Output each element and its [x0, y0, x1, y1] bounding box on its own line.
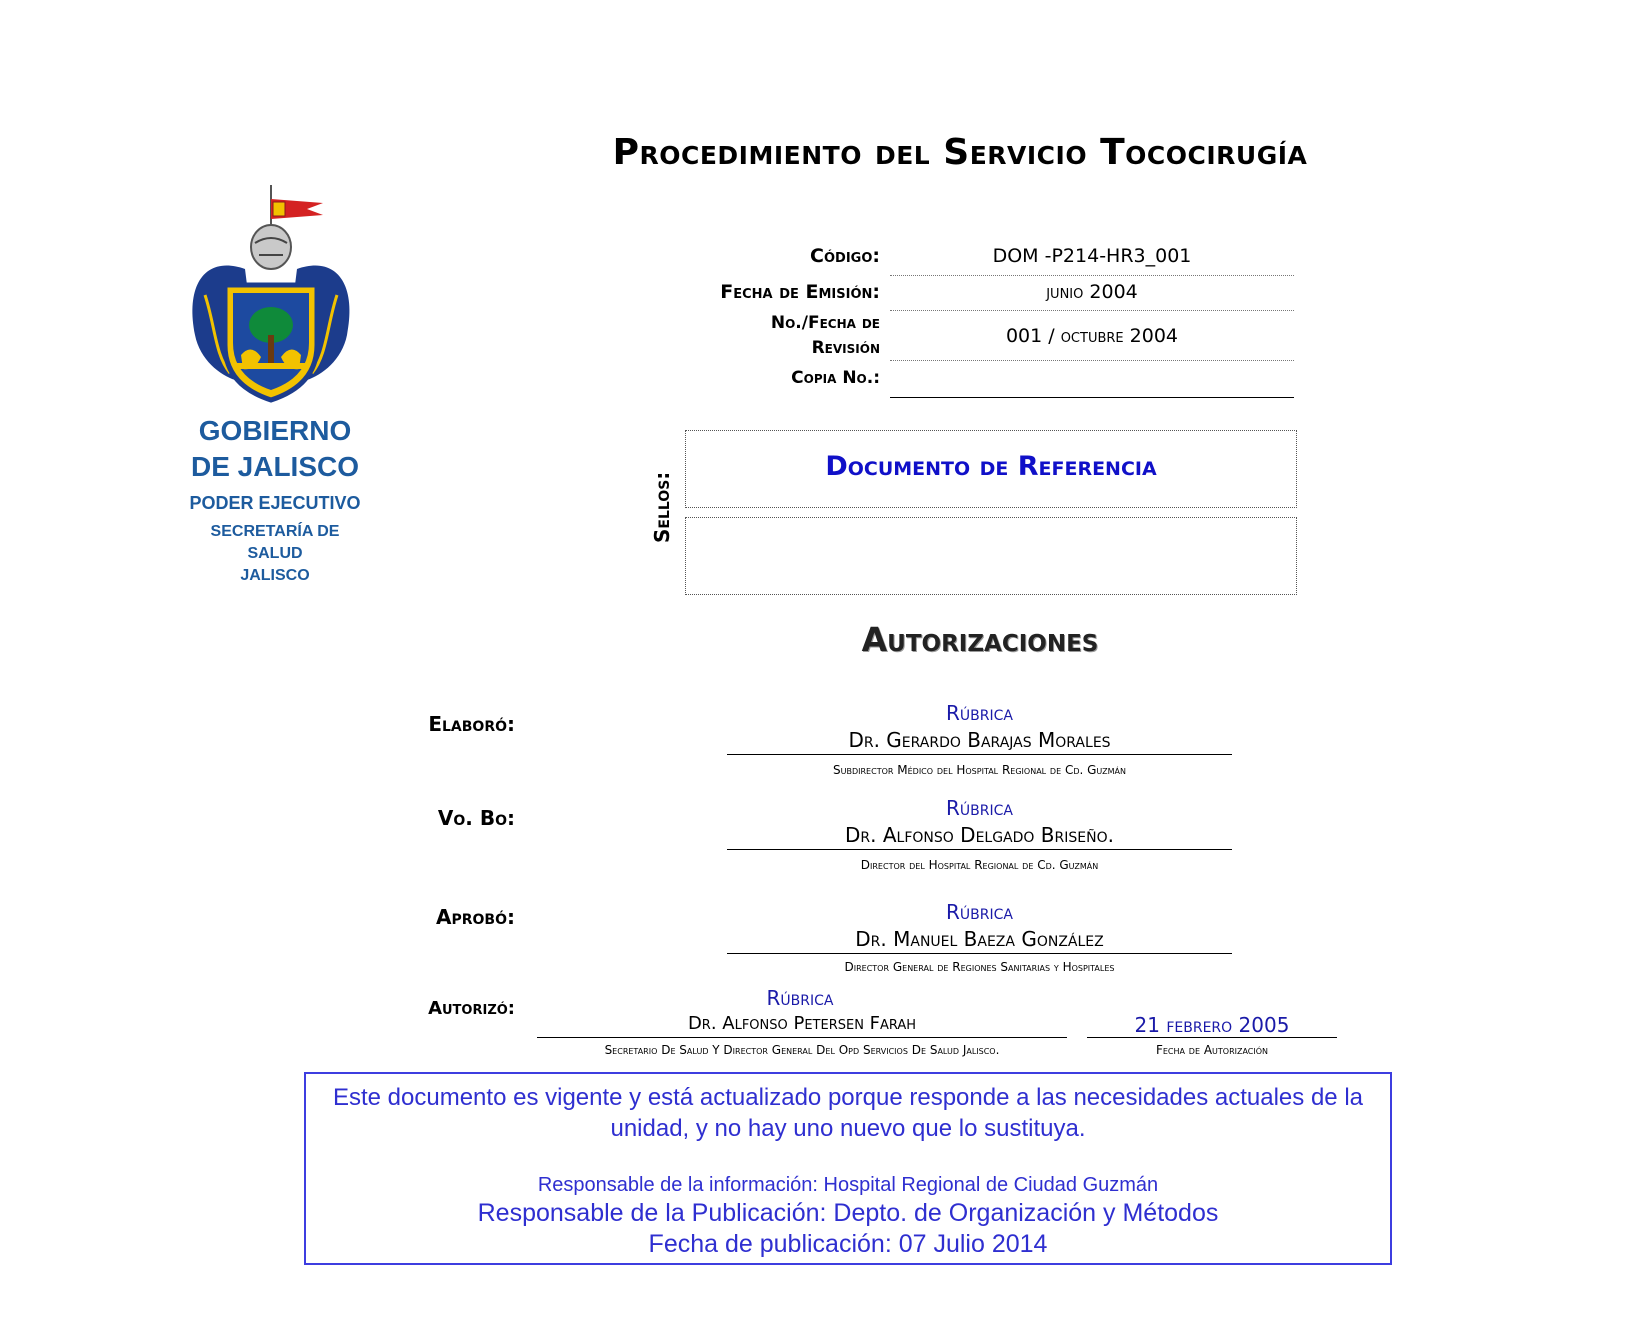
- elaboro-position: Subdirector Médico del Hospital Regional de Cd. Guzmán: [833, 763, 1126, 777]
- responsable-publicacion: Responsable de la Publicación: Depto. de Organización y Métodos: [477, 1199, 1219, 1227]
- revision-value: 001 / octubre 2004: [1005, 325, 1179, 347]
- emision-underline: [890, 310, 1294, 311]
- sellos-label: Sellos:: [650, 471, 674, 543]
- vobo-rubrica: Rúbrica: [946, 796, 1013, 820]
- logo-line-de-jalisco: DE JALISCO: [190, 451, 360, 482]
- stamp-box-reference: [685, 430, 1297, 508]
- vobo-label: Vo. Bo:: [437, 806, 515, 830]
- logo: [175, 185, 375, 595]
- elaboro-rubrica: Rúbrica: [946, 701, 1013, 725]
- aprobo-signature-line: [727, 953, 1232, 954]
- logo-line-secretaria: SECRETARÍA DE: [210, 523, 340, 540]
- logo-line-jalisco: JALISCO: [240, 567, 310, 584]
- document-title: Procedimiento del Servicio Tococirugía: [612, 132, 1308, 173]
- validity-note-text: Este documento es vigente y está actualizado porque responde a las necesidades actuales de la unidad, y no hay uno nuevo que lo sustituya.: [332, 1084, 1363, 1142]
- copia-label: Copia No.:: [791, 368, 880, 388]
- autorizo-date-label: Fecha de Autorización: [1155, 1043, 1269, 1057]
- autorizo-date-line: [1087, 1037, 1337, 1038]
- logo-line-salud: SALUD: [247, 545, 303, 562]
- vobo-position: Director del Hospital Regional de Cd. Guzmán: [860, 858, 1099, 872]
- autorizo-name: Dr. Alfonso Petersen Farah: [687, 1013, 917, 1034]
- aprobo-position: Director General de Regiones Sanitarias y Hospitales: [844, 960, 1115, 974]
- autorizo-date: 21 febrero 2005: [1134, 1013, 1290, 1037]
- copia-underline: [890, 397, 1294, 398]
- autorizo-label: Autorizó:: [428, 998, 515, 1019]
- aprobo-label: Aprobó:: [436, 905, 515, 929]
- responsable-informacion: Responsable de la información: Hospital Regional de Ciudad Guzmán: [537, 1174, 1159, 1196]
- aprobo-rubrica: Rúbrica: [946, 900, 1013, 924]
- revision-label-line1: No./Fecha de: [770, 313, 880, 333]
- elaboro-signature-line: [727, 754, 1232, 755]
- emision-label: Fecha de Emisión:: [720, 281, 880, 303]
- elaboro-label: Elaboró:: [428, 712, 515, 736]
- aprobo-name: Dr. Manuel Baeza González: [855, 927, 1104, 951]
- vobo-signature-line: [727, 849, 1232, 850]
- autorizo-signature-line: [537, 1037, 1067, 1038]
- codigo-underline: [890, 275, 1294, 276]
- codigo-value: DOM -P214-HR3_001: [992, 245, 1192, 267]
- vobo-name: Dr. Alfonso Delgado Briseño.: [845, 823, 1114, 847]
- autorizo-position: Secretario De Salud Y Director General Del Opd Servicios De Salud Jalisco.: [604, 1043, 1000, 1057]
- autorizaciones-title: Autorizaciones: [861, 620, 1099, 659]
- coat-of-arms-icon: [175, 185, 375, 415]
- fecha-publicacion: Fecha de publicación: 07 Julio 2014: [648, 1230, 1048, 1258]
- logo-line-poder-ejecutivo: PODER EJECUTIVO: [189, 493, 361, 513]
- logo-line-gobierno: GOBIERNO: [198, 415, 352, 446]
- stamp-box-empty: [685, 517, 1297, 595]
- validity-note-box: [304, 1072, 1392, 1265]
- codigo-label: Código:: [810, 245, 880, 267]
- elaboro-name: Dr. Gerardo Barajas Morales: [848, 728, 1111, 752]
- stamp-text: Documento de Referencia: [825, 451, 1157, 482]
- autorizo-rubrica: Rúbrica: [766, 986, 834, 1010]
- emision-value: junio 2004: [1046, 281, 1138, 303]
- revision-label-line2: Revisión: [811, 338, 880, 358]
- revision-underline: [890, 360, 1294, 361]
